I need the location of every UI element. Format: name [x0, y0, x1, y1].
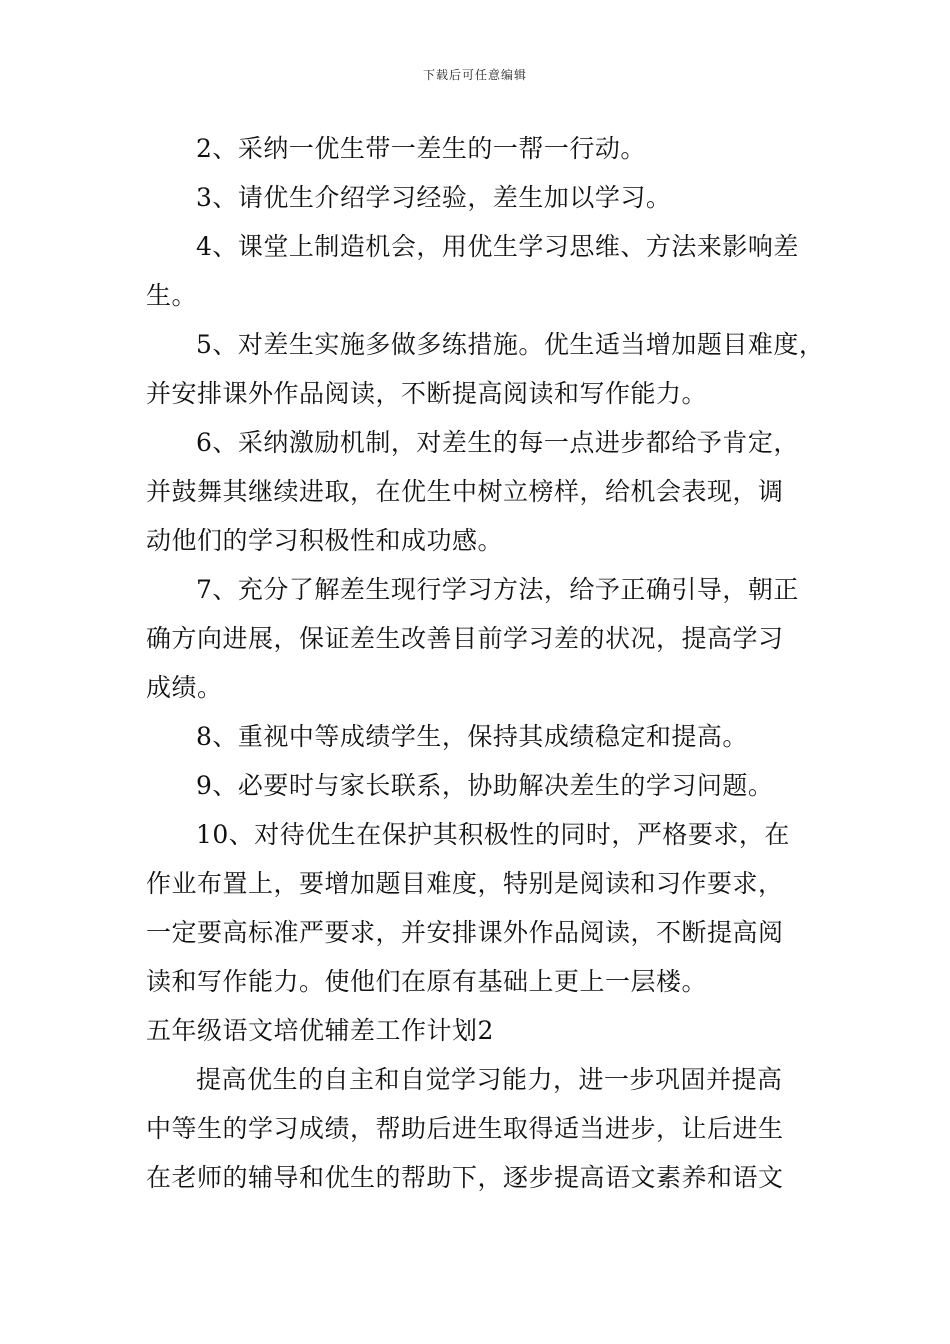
list-item-7-continued-2: 成绩。 — [146, 673, 223, 702]
list-item-10-continued-3: 读和写作能力。使他们在原有基础上更上一层楼。 — [146, 967, 708, 996]
list-item-6-continued-2: 动他们的学习积极性和成功感。 — [146, 526, 504, 555]
list-item-7: 7、充分了解差生现行学习方法，给予正确引导，朝正 — [196, 575, 799, 604]
list-item-3: 3、请优生介绍学习经验，差生加以学习。 — [196, 183, 672, 212]
list-item-10: 10、对待优生在保护其积极性的同时，严格要求，在 — [196, 820, 790, 849]
list-item-5: 5、对差生实施多做多练措施。优生适当增加题目难度， — [196, 330, 825, 359]
list-item-4: 4、课堂上制造机会，用优生学习思维、方法来影响差 — [196, 232, 799, 261]
document-body — [146, 124, 825, 1202]
list-item-10-continued-2: 一定要高标准严要求，并安排课外作品阅读，不断提高阅 — [146, 918, 784, 947]
paragraph-line-1: 提高优生的自主和自觉学习能力，进一步巩固并提高 — [196, 1065, 783, 1094]
paragraph-line-3: 在老师的辅导和优生的帮助下，逐步提高语文素养和语文 — [146, 1163, 784, 1192]
list-item-2: 2、采纳一优生带一差生的一帮一行动。 — [196, 134, 646, 163]
page-header-note: 下载后可任意编辑 — [422, 68, 527, 82]
list-item-5-continued: 并安排课外作品阅读，不断提高阅读和写作能力。 — [146, 379, 708, 408]
list-item-9: 9、必要时与家长联系，协助解决差生的学习问题。 — [196, 771, 774, 800]
list-item-6: 6、采纳激励机制，对差生的每一点进步都给予肯定， — [196, 428, 799, 457]
list-item-8: 8、重视中等成绩学生，保持其成绩稳定和提高。 — [196, 722, 748, 751]
section-heading: 五年级语文培优辅差工作计划2 — [146, 1016, 494, 1045]
list-item-4-continued: 生。 — [146, 281, 198, 310]
paragraph-line-2: 中等生的学习成绩，帮助后进生取得适当进步，让后进生 — [146, 1114, 784, 1143]
list-item-10-continued-1: 作业布置上，要增加题目难度，特别是阅读和习作要求， — [146, 869, 784, 898]
list-item-6-continued-1: 并鼓舞其继续进取，在优生中树立榜样，给机会表现，调 — [146, 477, 784, 506]
list-item-7-continued-1: 确方向进展，保证差生改善目前学习差的状况，提高学习 — [146, 624, 784, 653]
